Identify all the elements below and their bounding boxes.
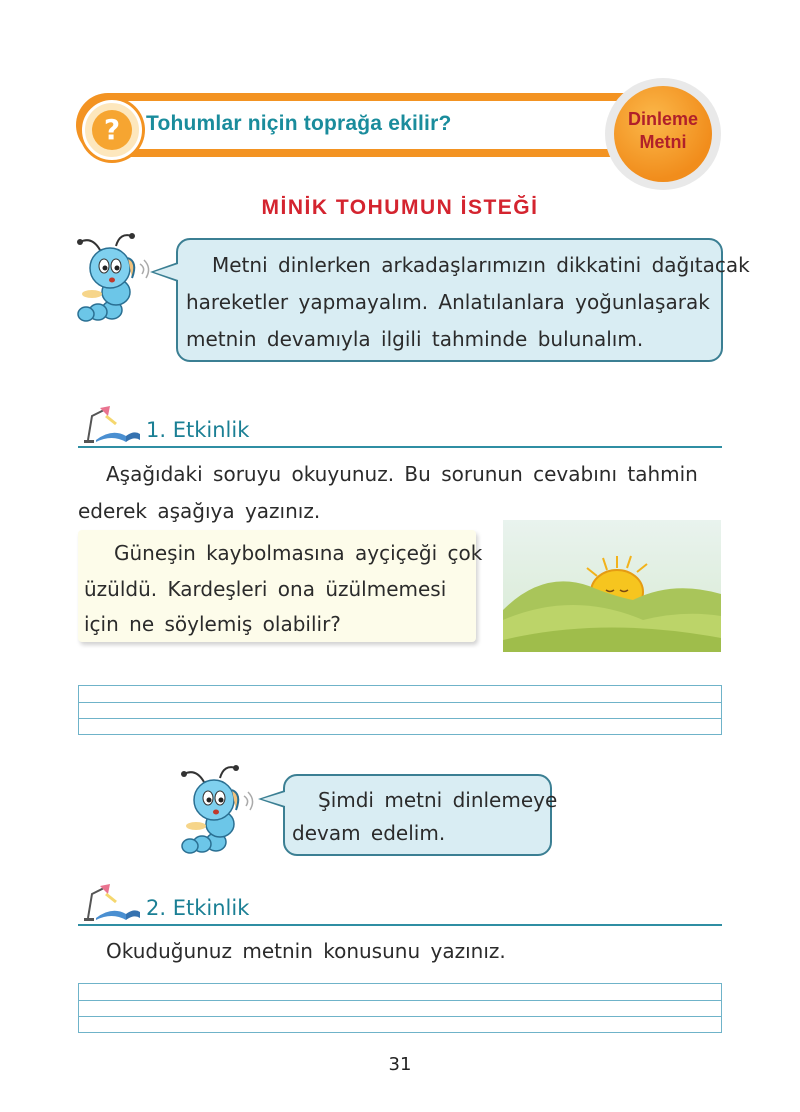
question-line-2: üzüldü. Kardeşleri ona üzülmemesi xyxy=(84,577,447,601)
badge-line1: Dinleme xyxy=(627,109,699,129)
bubble-tail-fill xyxy=(154,264,178,280)
caterpillar-mascot-icon xyxy=(72,228,162,328)
activity1-title: 1. Etkinlik xyxy=(146,418,250,442)
lamp-book-icon-2 xyxy=(78,884,140,922)
dinleme-metni-badge xyxy=(614,86,712,182)
activity2-instruction: Okuduğunuz metnin konusunu yazınız. xyxy=(106,939,506,963)
answer-lines-2[interactable] xyxy=(78,983,722,1033)
intro-line-1: Metni dinlerken arkadaşlarımızın dikkatini dağıtacak xyxy=(212,253,750,277)
header-title: Tohumlar niçin toprağa ekilir? xyxy=(146,112,452,135)
middle-line-2: devam edelim. xyxy=(292,821,446,845)
middle-line-1: Şimdi metni dinlemeye xyxy=(318,788,558,812)
intro-line-2: hareketler yapmayalım. Anlatılanlara yoğunlaşarak xyxy=(186,290,710,314)
badge-line2: Metni xyxy=(639,132,687,152)
page-number: 31 xyxy=(388,1054,412,1075)
activity2-title: 2. Etkinlik xyxy=(146,896,250,920)
lamp-book-icon xyxy=(78,406,140,444)
question-mark-icon: ? xyxy=(92,110,132,150)
sunset-hills-illustration xyxy=(503,520,721,652)
story-title: MİNİK TOHUMUN İSTEĞİ xyxy=(261,196,539,219)
activity1-instruction-1: Aşağıdaki soruyu okuyunuz. Bu sorunun cevabını tahmin xyxy=(106,462,698,486)
activity1-instruction-2: ederek aşağıya yazınız. xyxy=(78,499,321,523)
intro-line-3: metnin devamıyla ilgili tahminde bulunalım. xyxy=(186,327,644,351)
bubble-tail-2-fill xyxy=(262,792,285,806)
activity1-divider xyxy=(78,446,722,448)
caterpillar-mascot-icon-2 xyxy=(176,760,266,860)
answer-lines-1[interactable] xyxy=(78,685,722,735)
activity2-divider xyxy=(78,924,722,926)
question-line-3: için ne söylemiş olabilir? xyxy=(84,612,341,636)
question-line-1: Güneşin kaybolmasına ayçiçeği çok xyxy=(114,541,483,565)
